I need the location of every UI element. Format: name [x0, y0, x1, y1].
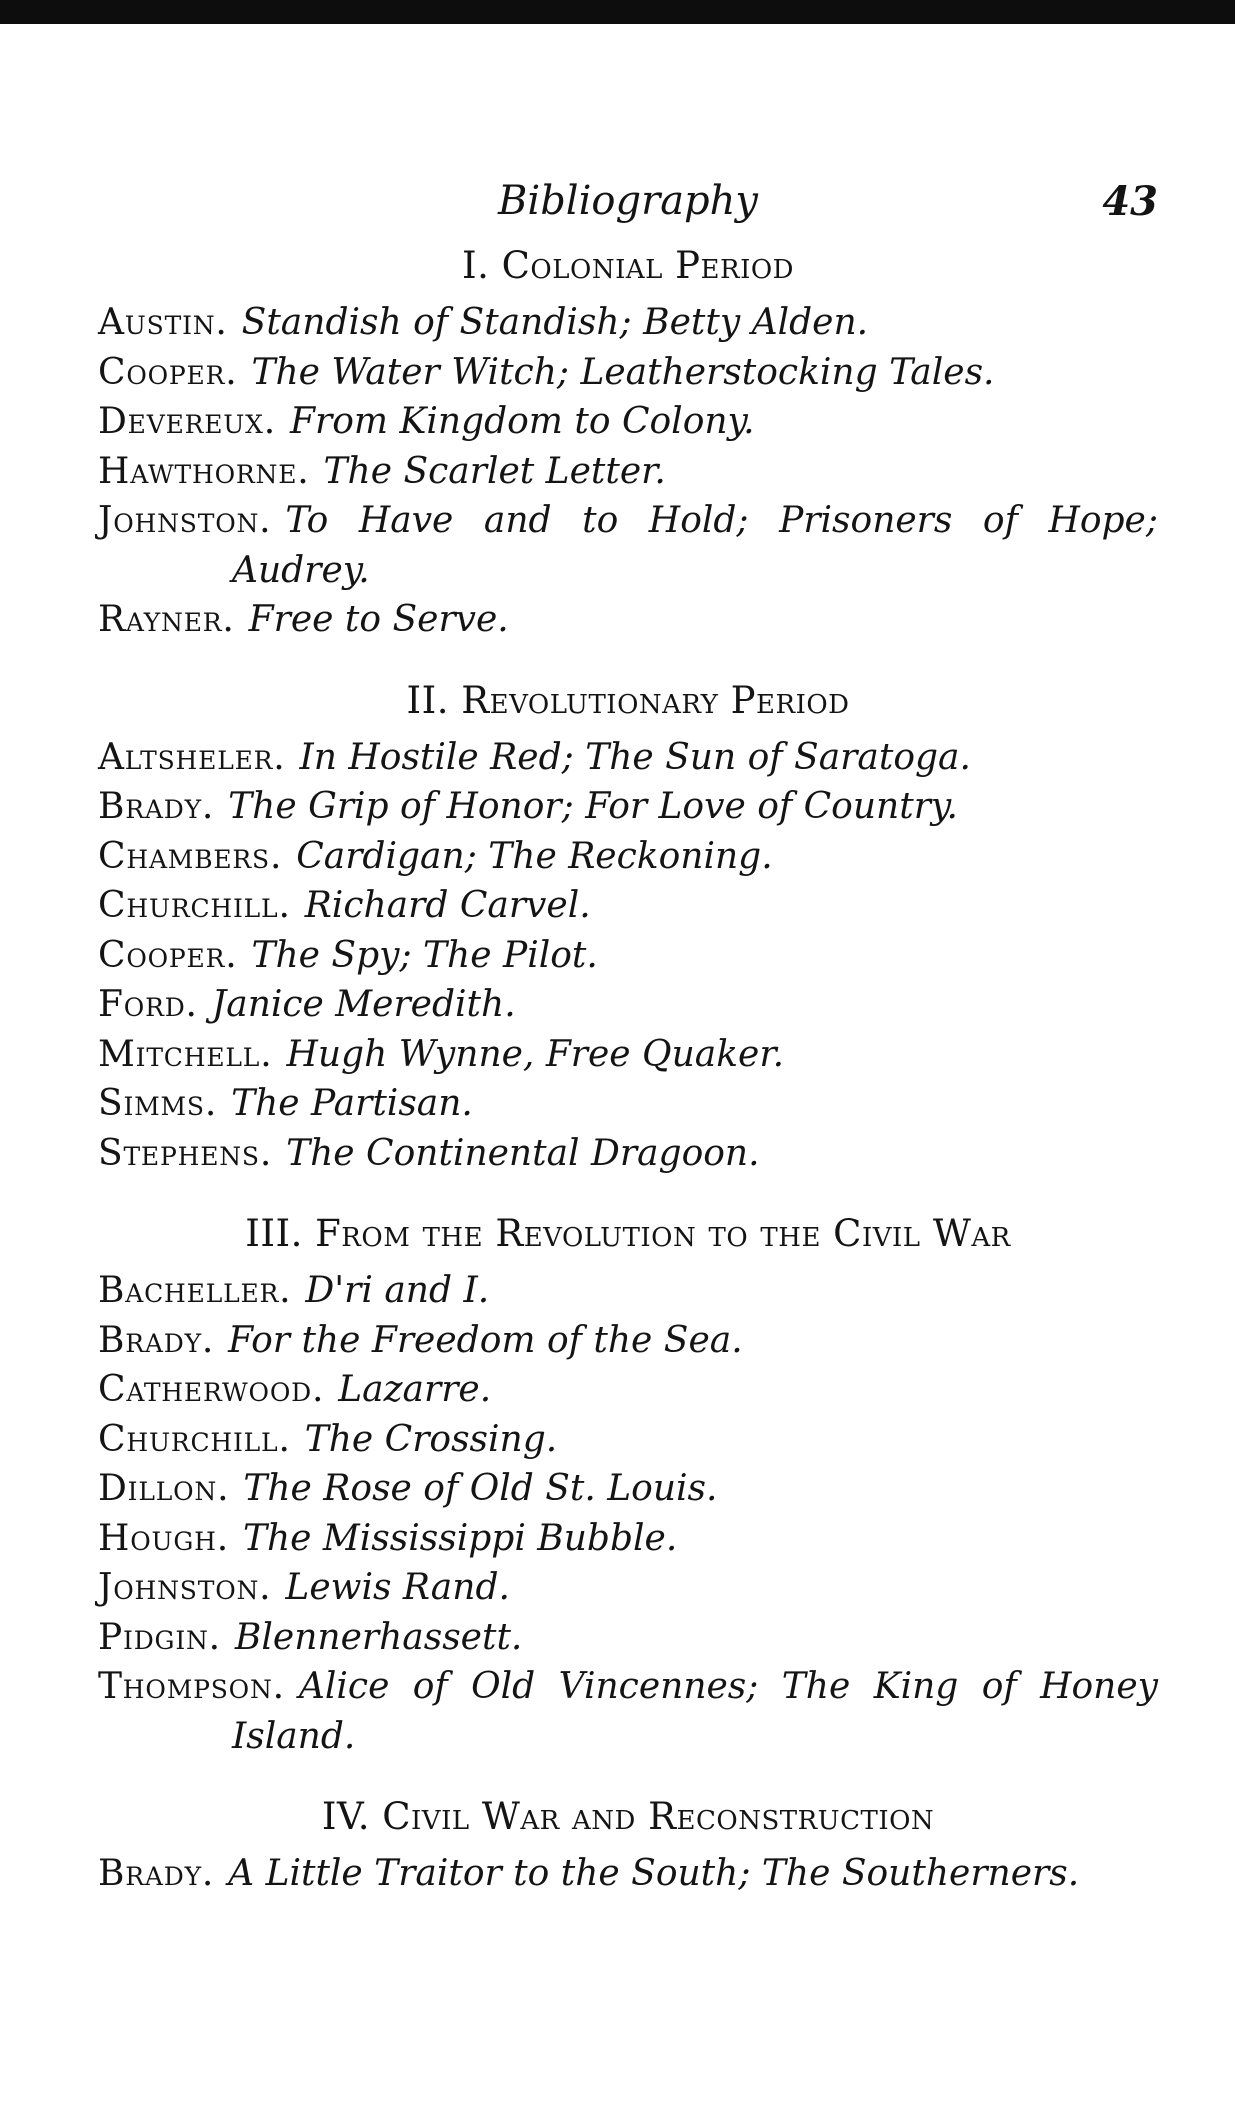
entry-titles: The Grip of Honor; For Love of Country.	[228, 786, 958, 827]
entry-titles: Free to Serve.	[248, 599, 509, 640]
bibliography-entry	[98, 1079, 1158, 1129]
entry-author: Altsheler.	[98, 736, 286, 778]
bibliography-entry	[98, 397, 1158, 447]
entry-titles: From Kingdom to Colony.	[290, 401, 755, 442]
bibliography-entry	[98, 1365, 1158, 1415]
bibliography-entry	[98, 1662, 1158, 1761]
section-heading: II. Revolutionary Period	[406, 678, 850, 722]
section-revolutionary-period	[98, 675, 1158, 1179]
running-head	[98, 170, 1158, 240]
entry-author: Stephens.	[98, 1132, 273, 1174]
entry-titles: D'ri and I.	[305, 1270, 490, 1311]
entry-author: Brady.	[98, 786, 215, 827]
bibliography-entry	[98, 733, 1158, 783]
bibliography-entry	[98, 931, 1158, 981]
bibliography-entry	[98, 1563, 1158, 1613]
entry-titles: The Scarlet Letter.	[323, 450, 666, 492]
entry-titles: The Spy; The Pilot.	[251, 934, 598, 976]
section-civil-war-reconstruction	[98, 1791, 1158, 1899]
entry-author: Johnston.	[98, 1567, 272, 1608]
section-heading: IV. Civil War and Reconstruction	[321, 1795, 935, 1838]
entry-titles: To Have and to Hold; Prisoners of Hope; Audrey.	[232, 500, 1158, 591]
entry-titles: Richard Carvel.	[304, 885, 591, 926]
bibliography-entry	[98, 1129, 1158, 1179]
entry-author: Hawthorne.	[98, 450, 310, 492]
bibliography-entry	[98, 1613, 1158, 1663]
entry-author: Cooper.	[98, 934, 238, 976]
entry-titles: Standish of Standish; Betty Alden.	[241, 302, 869, 343]
bibliography-entry	[98, 1849, 1158, 1899]
entry-author: Cooper.	[98, 351, 238, 393]
bibliography-entry	[98, 496, 1158, 595]
entry-author: Pidgin.	[98, 1616, 221, 1658]
entry-author: Ford.	[98, 984, 198, 1025]
entry-author: Bacheller.	[98, 1270, 292, 1311]
entry-titles: For the Freedom of the Sea.	[228, 1319, 743, 1361]
entry-titles: The Mississippi Bubble.	[242, 1517, 678, 1559]
entry-titles: Janice Meredith.	[211, 984, 516, 1025]
bibliography-entry	[98, 782, 1158, 832]
bibliography-entry	[98, 1464, 1158, 1514]
entry-titles: Lewis Rand.	[285, 1567, 510, 1608]
entry-titles: Cardigan; The Reckoning.	[296, 835, 773, 877]
entry-titles: Hugh Wynne, Free Quaker.	[286, 1033, 785, 1075]
entry-author: Churchill.	[98, 1418, 291, 1460]
entry-titles: The Crossing.	[304, 1418, 558, 1460]
bibliography-entry	[98, 447, 1158, 497]
entry-titles: Alice of Old Vincennes; The King of Honey Island.	[232, 1666, 1158, 1757]
bibliography-entry	[98, 1316, 1158, 1366]
section-heading: III. From the Revolution to the Civil War	[245, 1212, 1011, 1255]
page-number: 43	[1102, 178, 1158, 225]
entry-author: Chambers.	[98, 835, 283, 877]
section-revolution-to-civil-war	[98, 1208, 1158, 1761]
bibliography-entry	[98, 1415, 1158, 1465]
entry-author: Simms.	[98, 1083, 218, 1124]
entry-titles: The Partisan.	[231, 1083, 473, 1124]
entry-author: Rayner.	[98, 599, 235, 640]
bibliography-entry	[98, 1030, 1158, 1080]
bibliography-entry	[98, 881, 1158, 931]
entry-titles: In Hostile Red; The Sun of Saratoga.	[299, 736, 971, 778]
entry-author: Churchill.	[98, 885, 291, 926]
entry-author: Brady.	[98, 1319, 215, 1361]
bibliography-entry	[98, 1266, 1158, 1316]
bibliography-entry	[98, 298, 1158, 348]
entry-titles: A Little Traitor to the South; The Southerners.	[228, 1853, 1080, 1894]
bibliography-entry	[98, 1514, 1158, 1564]
entry-author: Catherwood.	[98, 1369, 325, 1410]
entry-author: Brady.	[98, 1853, 215, 1894]
entry-author: Hough.	[98, 1517, 229, 1559]
entry-titles: Lazarre.	[338, 1369, 492, 1410]
entry-author: Austin.	[98, 302, 228, 343]
scan-top-border	[0, 0, 1235, 24]
bibliography-entry	[98, 980, 1158, 1030]
section-colonial-period	[98, 240, 1158, 645]
entry-author: Dillon.	[98, 1468, 230, 1509]
section-heading: I. Colonial Period	[461, 244, 795, 287]
entry-titles: The Continental Dragoon.	[286, 1132, 760, 1174]
entry-author: Mitchell.	[98, 1033, 273, 1075]
page-title: Bibliography	[498, 178, 758, 224]
entry-author: Devereux.	[98, 401, 276, 442]
entry-titles: The Rose of Old St. Louis.	[243, 1468, 718, 1509]
bibliography-entry	[98, 348, 1158, 398]
entry-titles: Blennerhassett.	[234, 1616, 523, 1658]
entry-author: Thompson.	[98, 1666, 285, 1707]
bibliography-entry	[98, 595, 1158, 645]
bibliography-page	[98, 170, 1158, 1929]
bibliography-entry	[98, 832, 1158, 882]
entry-titles: The Water Witch; Leatherstocking Tales.	[251, 351, 995, 393]
entry-author: Johnston.	[98, 500, 272, 541]
